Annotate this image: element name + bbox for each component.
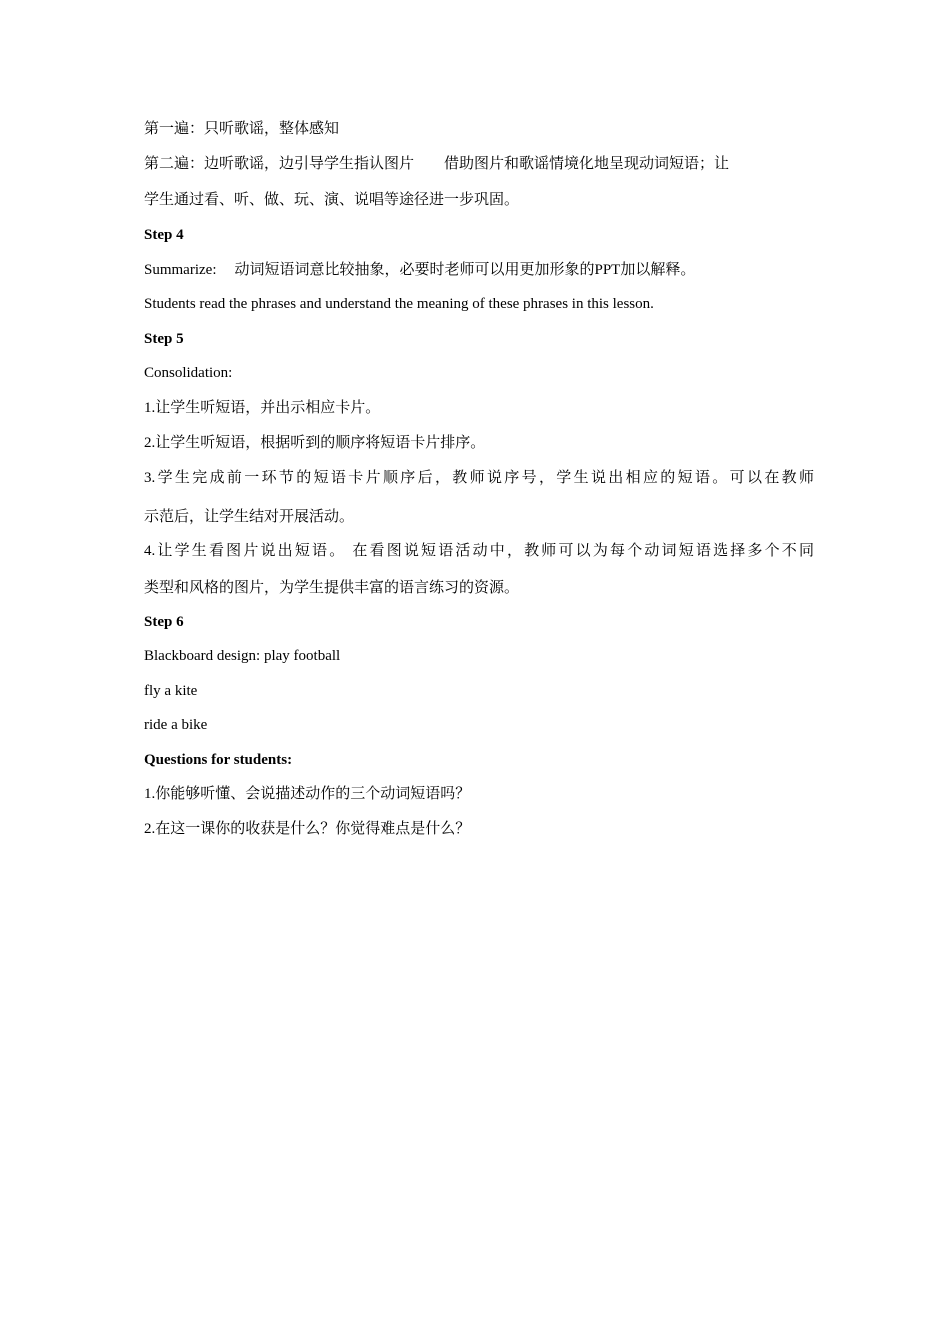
step5-heading: Step 5 <box>144 331 184 347</box>
step6-heading: Step 6 <box>144 614 184 630</box>
blackboard-line-3: ride a bike <box>144 717 208 733</box>
question-1: 1.你能够听懂、会说描述动作的三个动词短语吗？ <box>144 786 471 802</box>
consolidation-item-3-line-1: 3.学生完成前一环节的短语卡片顺序后，教师说序号，学生说出相应的短语。可以在教师 <box>144 470 814 486</box>
summarize-line <box>144 260 814 280</box>
blackboard-line-1: Blackboard design: play football <box>144 648 341 664</box>
consolidation-item-1: 1.让学生听短语，并出示相应卡片。 <box>144 400 381 416</box>
blackboard-line-2: fly a kite <box>144 683 198 699</box>
summarize-label: Summarize: <box>144 262 217 278</box>
consolidation-label: Consolidation: <box>144 365 233 381</box>
pass2-line <box>144 154 814 174</box>
consolidation-item-2: 2.让学生听短语，根据听到的顺序将短语卡片排序。 <box>144 435 486 451</box>
step4-heading: Step 4 <box>144 227 184 243</box>
pass2-text-a: 第二遍：边听歌谣，边引导学生指认图片 <box>144 156 415 172</box>
pass2-text-b: 借助图片和歌谣情境化地呈现动词短语；让 <box>444 156 730 172</box>
consolidation-item-3-line-2: 示范后，让学生结对开展活动。 <box>144 509 355 525</box>
question-2: 2.在这一课你的收获是什么？你觉得难点是什么？ <box>144 821 471 837</box>
pass1-line: 第一遍：只听歌谣，整体感知 <box>144 121 340 137</box>
consolidation-item-4-line-2: 类型和风格的图片，为学生提供丰富的语言练习的资源。 <box>144 580 520 596</box>
summarize-text: 动词短语词意比较抽象，必要时老师可以用更加形象的PPT加以解释。 <box>234 262 696 278</box>
pass2-continuation: 学生通过看、听、做、玩、演、说唱等途径进一步巩固。 <box>144 192 520 208</box>
consolidation-item-4-line-1: 4.让学生看图片说出短语。 在看图说短语活动中，教师可以为每个动词短语选择多个不同 <box>144 543 814 559</box>
questions-heading: Questions for students: <box>144 752 293 768</box>
summarize-students-line: Students read the phrases and understand the meaning of these phrases in this lesson. <box>144 296 654 312</box>
